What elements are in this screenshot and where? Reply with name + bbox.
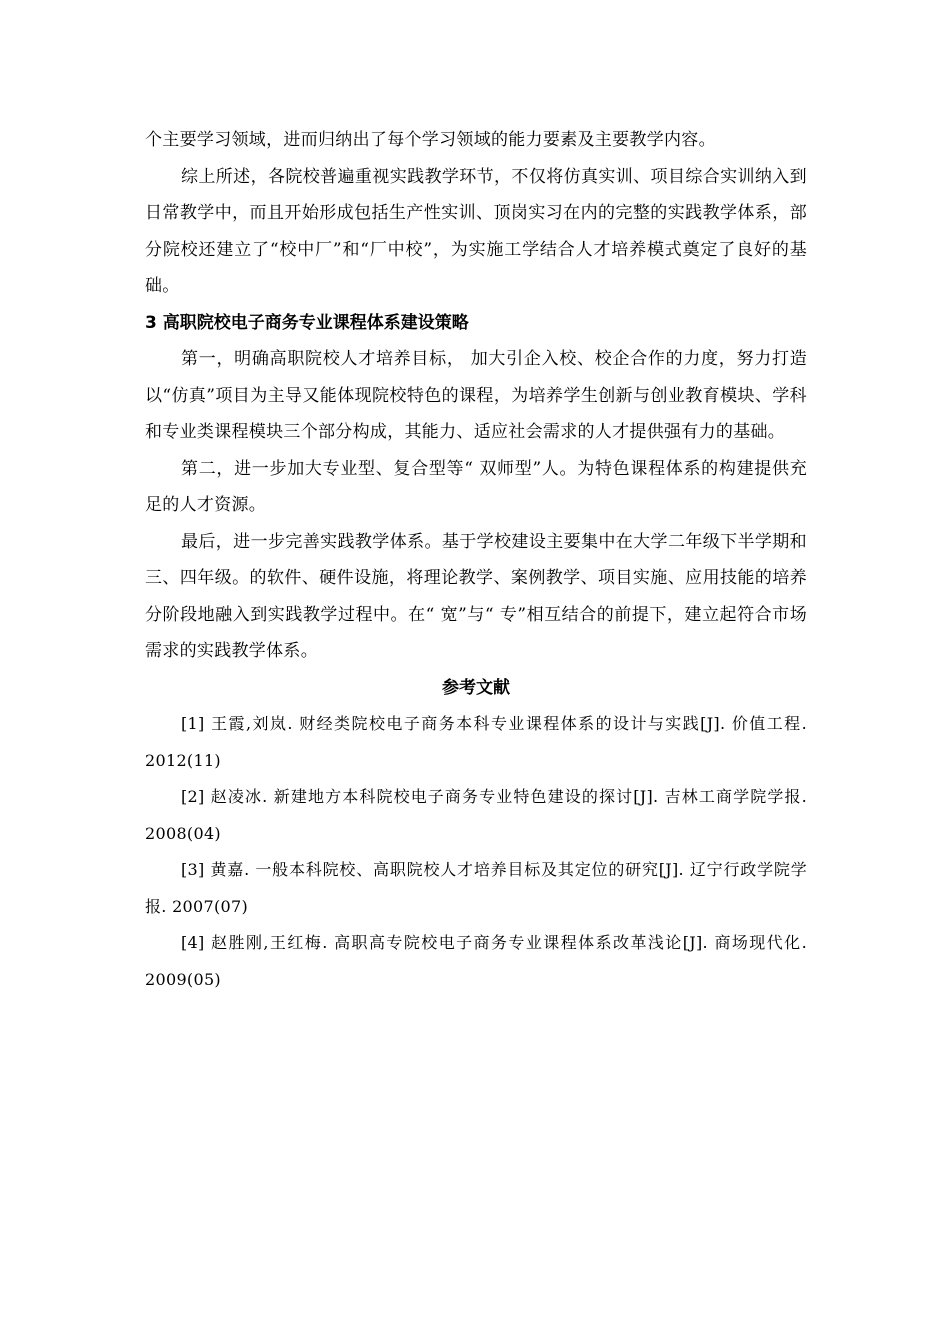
section-heading: 3 高职院校电子商务专业课程体系建设策略 [145,312,469,333]
document-page [145,122,807,998]
reference-item-4: [4] 赵胜刚,王红梅. 高职高专院校电子商务专业课程体系改革浅论[J]. 商场现代化. 2009(05) [145,933,807,989]
reference-item-2: [2] 赵凌冰. 新建地方本科院校电子商务专业特色建设的探讨[J]. 吉林工商学院学报. 2008(04) [145,787,807,843]
paragraph-continuation: 个主要学习领域，进而归纳出了每个学习领域的能力要素及主要教学内容。 [145,130,716,150]
paragraph-first: 第一，明确高职院校人才培养目标， 加大引企入校、校企合作的力度，努力打造以“仿真”项目为主导又能体现院校特色的课程，为培养学生创新与创业教育模块、学科和专业类课程模块三个部分构成，其能力、适应社会需求的人才提供强有力的基础。 [145,349,807,442]
references-title: 参考文献 [442,677,510,698]
paragraph-second: 第二，进一步加大专业型、复合型等“ 双师型”人。为特色课程体系的构建提供充足的人才资源。 [145,458,807,515]
paragraph-last: 最后，进一步完善实践教学体系。基于学校建设主要集中在大学二年级下半学期和三、四年级。的软件、硬件设施，将理论教学、案例教学、项目实施、应用技能的培养分阶段地融入到实践教学过程中。在“ 宽”与“ 专”相互结合的前提下，建立起符合市场需求的实践教学体系。 [145,531,807,661]
reference-item-1: [1] 王霞,刘岚. 财经类院校电子商务本科专业课程体系的设计与实践[J]. 价值工程. 2012(11) [145,714,807,770]
paragraph-summary: 综上所述，各院校普遍重视实践教学环节，不仅将仿真实训、项目综合实训纳入到日常教学中，而且开始形成包括生产性实训、顶岗实习在内的完整的实践教学体系，部分院校还建立了“校中厂”和“厂中校”，为实施工学结合人才培养模式奠定了良好的基础。 [145,166,807,296]
reference-item-3: [3] 黄嘉. 一般本科院校、高职院校人才培养目标及其定位的研究[J]. 辽宁行政学院学报. 2007(07) [145,860,807,916]
